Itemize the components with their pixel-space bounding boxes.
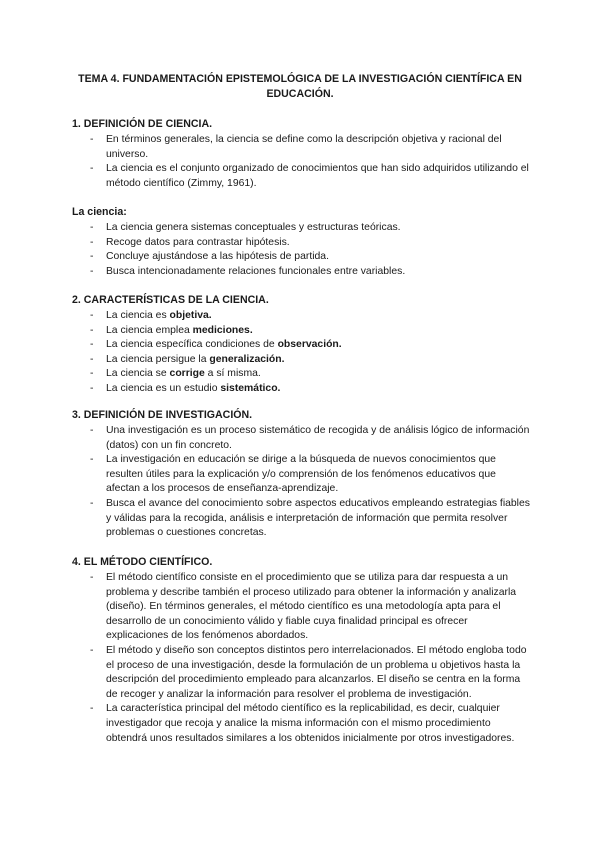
list-item: - La característica principal del método científico es la replicabilidad, es decir, cualquier investigador que recoja y analice la misma información con el mismo procedimiento obtendrá unos resultados similares a los obtenidos inicialmente por otros investigadores. [72, 702, 532, 746]
list-item: - Una investigación es un proceso sistemático de recogida y de análisis lógico de información (datos) con un fin concreto. [72, 424, 532, 453]
section-metodo-cientifico [72, 555, 532, 746]
list-item: - La ciencia específica condiciones de observación. [72, 338, 532, 353]
bullet-list [72, 221, 532, 279]
section-definicion-ciencia [72, 117, 532, 191]
list-item: - Recoge datos para contrastar hipótesis. [72, 236, 532, 251]
list-item: - El método científico consiste en el procedimiento que se utiliza para dar respuesta a un problema y describe también el proceso utilizado para obtener la información y analizarla (diseño). En términos generales, el método científico es una metodología apta para el desarrollo de un conocimiento válido y fiable cuya finalidad principal es ofrecer explicaciones de los fenómenos abordados. [72, 571, 532, 644]
list-item: - La ciencia persigue la generalización. [72, 353, 532, 368]
bullet-list [72, 571, 532, 746]
list-item: - Busca intencionadamente relaciones funcionales entre variables. [72, 265, 532, 280]
section-la-ciencia [72, 205, 532, 279]
list-item: - Busca el avance del conocimiento sobre aspectos educativos empleando estrategias fiables y válidas para la recogida, análisis e interpretación de información que permita resolver problemas o cuestiones concretas. [72, 497, 532, 541]
section-definicion-investigacion [72, 408, 532, 541]
document-title: TEMA 4. FUNDAMENTACIÓN EPISTEMOLÓGICA DE LA INVESTIGACIÓN CIENTÍFICA EN EDUCACIÓN. [78, 73, 522, 100]
bullet-list [72, 309, 532, 397]
list-item: - En términos generales, la ciencia se define como la descripción objetiva y racional del universo. [72, 133, 532, 162]
bullet-list [72, 133, 532, 191]
list-item: - La ciencia es objetiva. [72, 309, 532, 324]
list-item: - La ciencia es el conjunto organizado de conocimientos que han sido adquiridos utilizando el método científico (Zimmy, 1961). [72, 162, 532, 191]
list-item: - Concluye ajustándose a las hipótesis de partida. [72, 250, 532, 265]
section-heading: La ciencia: [72, 206, 127, 218]
section-caracteristicas [72, 293, 532, 397]
list-item: - El método y diseño son conceptos distintos pero interrelacionados. El método engloba todo el proceso de una investigación, desde la formulación de un problema u objetivos hasta la descripción del procedimiento empleado para alcanzarlos. El diseño se centra en la forma de recoger y analizar la información para resolver el problema de investigación. [72, 644, 532, 702]
list-item: - La ciencia es un estudio sistemático. [72, 382, 532, 397]
bullet-list [72, 424, 532, 541]
section-heading: 2. CARACTERÍSTICAS DE LA CIENCIA. [72, 294, 269, 306]
list-item: - La ciencia genera sistemas conceptuales y estructuras teóricas. [72, 221, 532, 236]
section-heading: 1. DEFINICIÓN DE CIENCIA. [72, 118, 213, 130]
list-item: - La ciencia emplea mediciones. [72, 324, 532, 339]
list-item: - La ciencia se corrige a sí misma. [72, 367, 532, 382]
list-item: - La investigación en educación se dirige a la búsqueda de nuevos conocimientos que resulten útiles para la explicación y/o comprensión de los fenómenos educativos que afectan a los procesos de enseñanza-aprendizaje. [72, 453, 532, 497]
section-heading: 4. EL MÉTODO CIENTÍFICO. [72, 556, 213, 568]
section-heading: 3. DEFINICIÓN DE INVESTIGACIÓN. [72, 409, 253, 421]
